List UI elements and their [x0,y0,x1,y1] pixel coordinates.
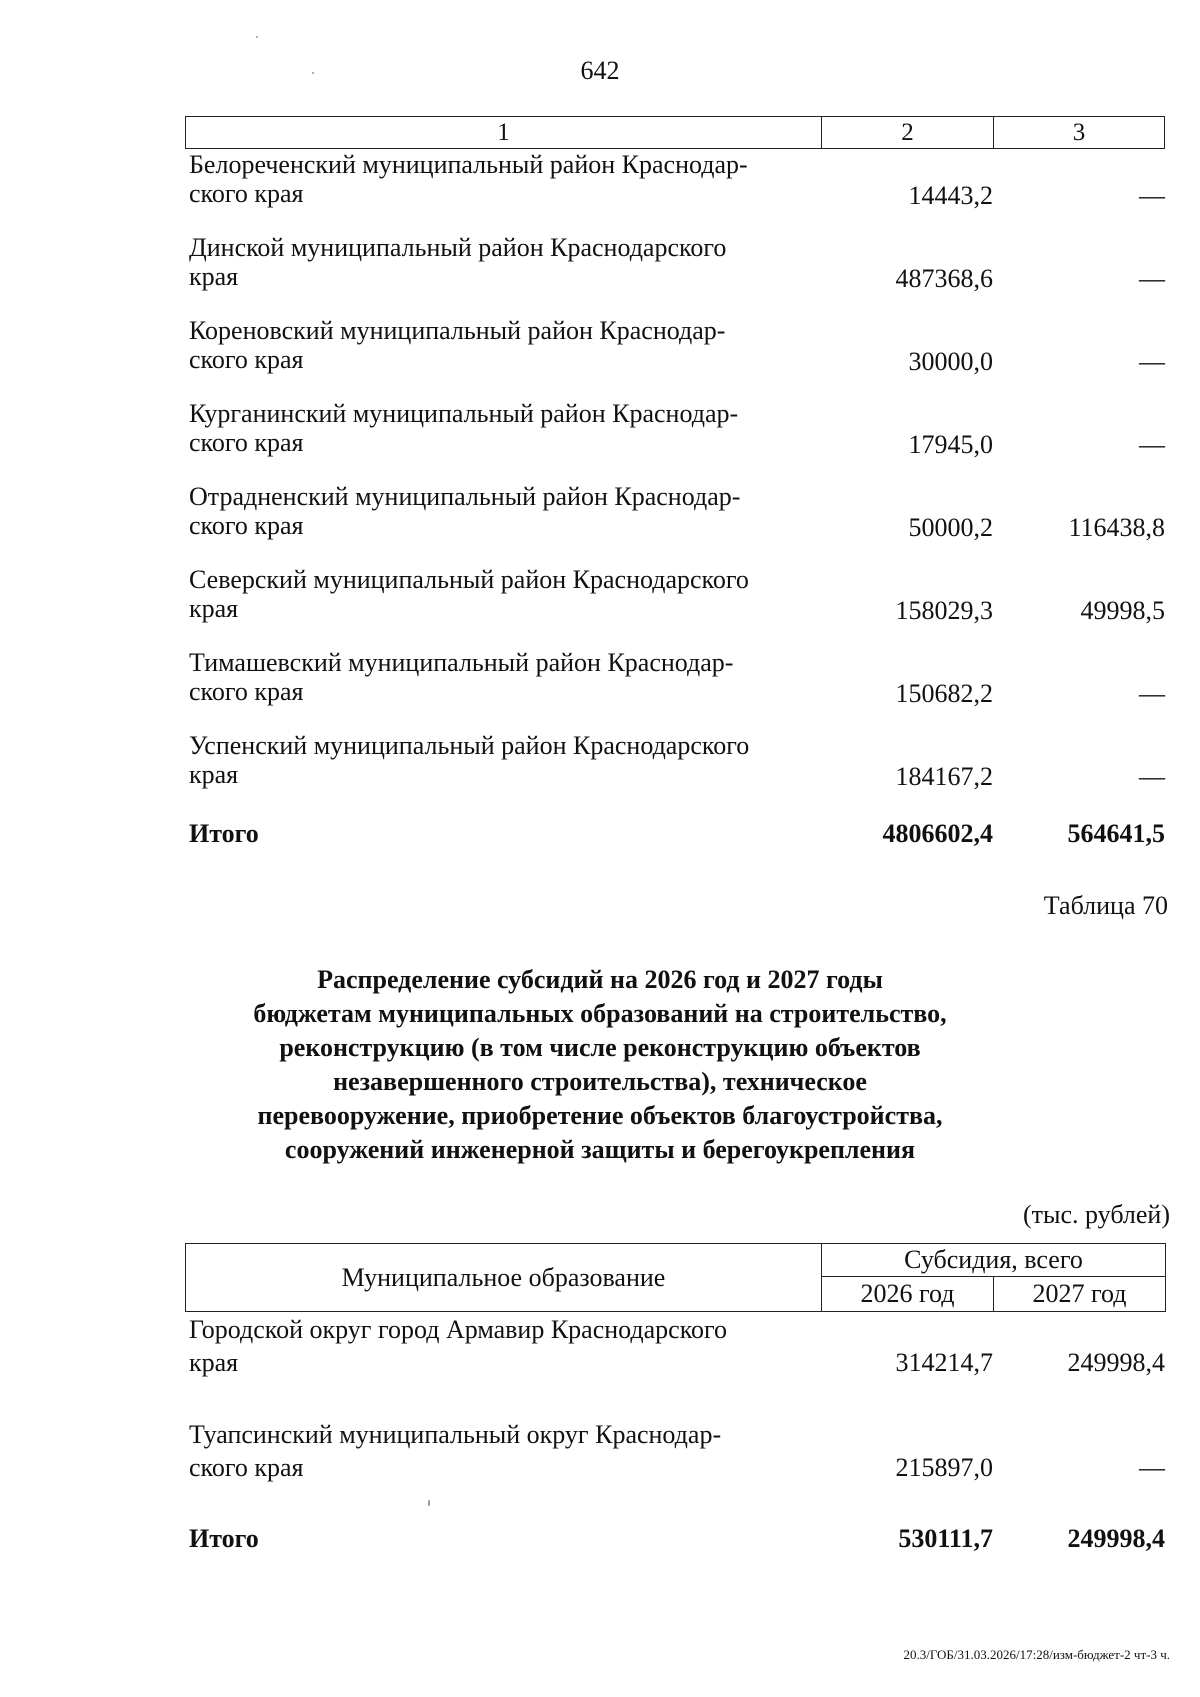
total-value-2027: 249998,4 [1067,1524,1165,1553]
row-municipality-name [189,731,821,789]
table-row [185,316,1165,376]
table-total-row [185,1522,1165,1556]
total-value-2027: 564641,5 [1067,819,1165,848]
total-value-2026: 530111,7 [898,1524,993,1553]
value-2027: — [1139,679,1165,708]
title-line: Распределение субсидий на 2026 год и 2027 годы [317,965,883,994]
value-2026: 487368,6 [895,264,993,293]
name-line-1: Курганинский муниципальный район Краснодар- [189,399,739,428]
table-header [185,1243,1166,1312]
value-2027: 116438,8 [1068,513,1165,542]
table-row [185,731,1165,791]
table-row [185,1313,1165,1379]
table-row [185,648,1165,708]
scan-speck [312,72,314,74]
value-2027: 249998,4 [1067,1348,1165,1377]
table-title [200,963,1000,1167]
row-municipality-name [189,648,821,706]
name-line-1: Белореченский муниципальный район Краснодар- [189,150,748,179]
header-subsidy-total: Субсидия, всего [822,1244,1165,1277]
value-2027: — [1139,264,1165,293]
value-2027: — [1139,430,1165,459]
value-2026: 215897,0 [895,1453,993,1482]
table-row [185,482,1165,542]
row-municipality-name [189,1418,799,1484]
row-municipality-name [189,150,821,208]
page-number: 642 [580,56,620,85]
value-2027: — [1139,762,1165,791]
name-line-2: ского края [189,428,304,457]
header-year-2026: 2026 год [822,1277,994,1311]
value-2027: — [1139,181,1165,210]
value-2026: 17945,0 [908,430,993,459]
row-municipality-name [189,233,821,291]
row-municipality-name [189,482,821,540]
name-line-1: Кореновский муниципальный район Краснодар- [189,316,726,345]
header-municipality: Муниципальное образование [186,1244,822,1311]
name-line-1: Северский муниципальный район Краснодарского [189,565,749,594]
scan-speck [428,1500,430,1506]
value-2026: 184167,2 [895,762,993,791]
value-2026: 14443,2 [908,181,993,210]
total-label: Итого [189,819,259,848]
table-row [185,150,1165,210]
name-line-1: Туапсинский муниципальный округ Краснодар- [189,1420,722,1449]
name-line-1: Динской муниципальный район Краснодарского [189,233,727,262]
row-municipality-name [189,399,821,457]
value-2026: 150682,2 [895,679,993,708]
title-line: бюджетам муниципальных образований на строительство, [253,999,947,1028]
name-line-1: Отрадненский муниципальный район Краснодар- [189,482,741,511]
value-2027: — [1139,347,1165,376]
name-line-2: ского края [189,345,304,374]
value-2027: — [1139,1453,1165,1482]
name-line-1: Городской округ город Армавир Краснодарского [189,1315,728,1344]
column-number-3: 3 [1072,119,1086,146]
document-footer-code: 20.3/ГОБ/31.03.2026/17:28/изм-бюджет-2 чт-3 ч. [903,1647,1170,1662]
table-caption: Таблица 70 [1043,891,1168,920]
title-line: незавершенного строительства), техническое [333,1067,867,1096]
table-row [185,399,1165,459]
column-number-1: 1 [186,117,822,148]
total-label: Итого [189,1524,259,1553]
title-line: реконструкцию (в том числе реконструкцию объектов [279,1033,921,1062]
table-column-numbers-header [185,116,1165,149]
row-municipality-name [189,565,821,623]
header-year-2027: 2027 год [1032,1279,1127,1308]
table-row [185,565,1165,625]
table-row [185,1418,1165,1484]
title-line: перевооружение, приобретение объектов благоустройства, [257,1101,943,1130]
name-line-1: Тимашевский муниципальный район Краснодар- [189,648,734,677]
total-value-2026: 4806602,4 [882,819,993,848]
name-line-2: края [189,1348,239,1377]
name-line-2: ского края [189,179,304,208]
name-line-2: ского края [189,677,304,706]
name-line-2: ского края [189,1453,304,1482]
table-total-row [185,819,1165,851]
name-line-2: края [189,262,239,291]
name-line-2: края [189,594,239,623]
name-line-2: края [189,760,239,789]
name-line-2: ского края [189,511,304,540]
scan-speck [256,36,258,38]
value-2026: 30000,0 [908,347,993,376]
units-label: (тыс. рублей) [1022,1200,1170,1229]
value-2026: 158029,3 [895,596,993,625]
value-2026: 50000,2 [908,513,993,542]
row-municipality-name [189,316,821,374]
row-municipality-name [189,1313,799,1379]
column-number-2: 2 [822,117,994,148]
title-line: сооружений инженерной защиты и берегоукрепления [284,1135,916,1164]
name-line-1: Успенский муниципальный район Краснодарского [189,731,750,760]
value-2027: 49998,5 [1080,596,1165,625]
table-row [185,233,1165,293]
value-2026: 314214,7 [895,1348,993,1377]
